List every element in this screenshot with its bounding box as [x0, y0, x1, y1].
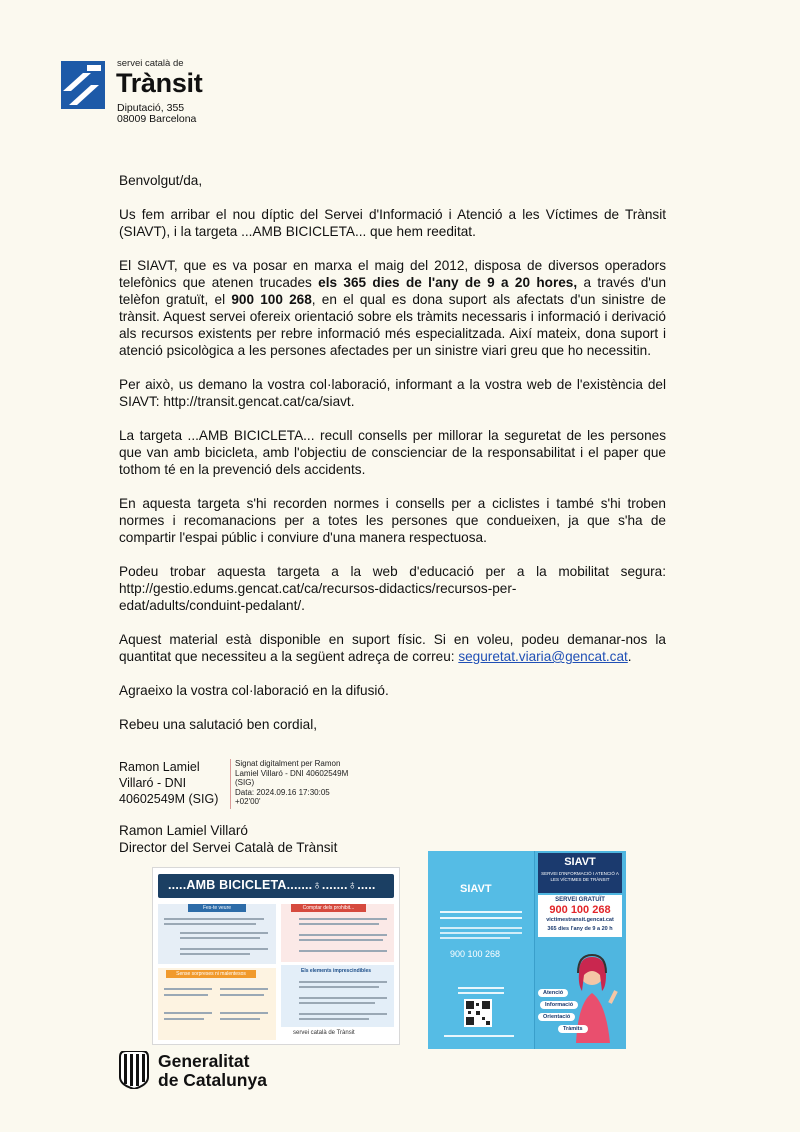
- signature-detail: (SIG): [235, 778, 255, 788]
- closing-title: Director del Servei Català de Trànsit: [119, 840, 338, 855]
- letter-body: [119, 172, 666, 733]
- paragraph: En aquesta targeta s'hi recorden normes i consells per a ciclistes i també s'hi troben normes i recomanacions per a totes les persones que condueixen, ja que s'ha de compartir l'espai públic i conviure d'una manera respectuosa.: [119, 496, 666, 545]
- signature-detail: Lamiel Villaró - DNI 40602549M: [235, 768, 349, 778]
- section-label: Sense sorpreses ni malentesos: [166, 970, 256, 978]
- paragraph: [119, 563, 666, 614]
- card-header: [158, 874, 394, 898]
- card-footer: servei català de Trànsit: [293, 1030, 355, 1036]
- wordmark-line: de Catalunya: [158, 1070, 267, 1090]
- generalitat-wordmark: [158, 1052, 267, 1090]
- signature-detail: +02'00': [235, 797, 261, 807]
- leaflet-subtitle: SERVEI D'INFORMACIÓ I ATENCIÓ A LES VÍCTIMES DE TRÀNSIT: [541, 871, 619, 882]
- leaflet-header: [538, 853, 622, 893]
- signature-detail: Data: 2024.09.16 17:30:05: [235, 787, 330, 797]
- address-line: 08009 Barcelona: [117, 113, 197, 125]
- card-section-prohibited: [281, 904, 394, 962]
- salutation: Rebeu una salutació ben cordial,: [119, 717, 317, 732]
- leaflet-contact-box: [538, 895, 622, 937]
- signer-line: Ramon Lamiel: [119, 760, 200, 774]
- closing-name: Ramon Lamiel Villaró: [119, 823, 248, 838]
- text: .: [627, 649, 632, 664]
- greeting: Benvolgut/da,: [119, 173, 203, 188]
- transit-logo-icon: [61, 61, 105, 109]
- signer-line: 40602549M (SIG): [119, 792, 219, 806]
- paragraph: La targeta ...AMB BICICLETA... recull consells per millorar la seguretat de les persones que van amb bicicleta, amb l'objectiu de conscienciar de la responsabilitat i el paper que tothom té en la prevenció dels accidents.: [119, 428, 666, 477]
- leaflet-title: SIAVT: [564, 856, 596, 868]
- signature-details: [235, 759, 415, 807]
- leaflet-back-panel: [428, 851, 535, 1049]
- digital-signature: [119, 759, 419, 814]
- bubble-orientation: Orientació: [538, 1013, 575, 1021]
- wordmark-line: Generalitat: [158, 1051, 250, 1071]
- paragraph: Agraeixo la vostra col·laboració en la difusió.: [119, 683, 389, 698]
- bubble-information: Informació: [540, 1001, 578, 1009]
- hours-highlight: els 365 dies de l'any de 9 a 20 hores,: [318, 275, 578, 290]
- signature-detail: Signat digitalment per Ramon: [235, 759, 341, 768]
- card-section-visibility: [158, 904, 276, 964]
- leaflet-hotline: 900 100 268: [549, 904, 611, 916]
- leaflet-hours: 365 dies l'any de 9 a 20 h: [547, 926, 613, 932]
- qr-code-icon: [464, 999, 492, 1027]
- siavt-leaflet-image: [428, 851, 626, 1049]
- paragraph: Per això, us demano la vostra col·laboració, informant a la vostra web de l'existència del SIAVT: http://transit.gencat.cat/ca/siavt.: [119, 377, 666, 409]
- paragraph: [119, 631, 666, 665]
- phone-highlight: 900 100 268: [231, 292, 312, 307]
- sender-address: [117, 103, 196, 125]
- url: http://gestio.edums.gencat.cat/ca/recursos-didactics/recursos-per-: [119, 581, 517, 596]
- text: a través d'un telèfon gratuït, el: [119, 275, 667, 307]
- text: Aquest material està disponible en suport físic. Si en voleu, podeu demanar-nos la quantitat que necessiteu a la següent adreça de correu:: [119, 632, 666, 664]
- signer-name: [119, 759, 234, 807]
- paragraph: [119, 257, 666, 359]
- section-label: Comptar dels prohibit...: [291, 904, 366, 912]
- card-section-essentials: [281, 965, 394, 1027]
- card-title: .....AMB BICICLETA.......♁.......♁.....: [168, 878, 376, 892]
- paragraph: Us fem arribar el nou díptic del Servei d'Informació i Atenció a les Víctimes de Trànsit (SIAVT), i la targeta ...AMB BICICLETA... que hem reeditat.: [119, 207, 666, 239]
- signature-divider: [230, 759, 231, 809]
- bubble-procedures: Tràmits: [558, 1025, 588, 1033]
- leaflet-url: victimestransit.gencat.cat: [546, 917, 614, 923]
- leaflet-phone: 900 100 268: [450, 949, 501, 959]
- signer-line: Villaró - DNI: [119, 776, 187, 790]
- section-label: Els elements imprescindibles: [300, 968, 372, 974]
- generalitat-shield-icon: [118, 1051, 150, 1089]
- url: edat/adults/conduint-pedalant/.: [119, 598, 305, 613]
- logo-subtitle: servei català de: [117, 58, 184, 69]
- address-line: Diputació, 355: [117, 102, 185, 114]
- bicicleta-card-image: [152, 867, 400, 1045]
- section-label: Fes-te veure: [188, 904, 246, 912]
- bubble-attention: Atenció: [538, 989, 568, 997]
- logo-title: Trànsit: [116, 68, 203, 98]
- email-link[interactable]: seguretat.viaria@gencat.cat: [458, 649, 628, 664]
- card-section-no-surprises: [158, 968, 276, 1040]
- text: , en el qual es dona suport als afectats d'un sinistre de trànsit. Aquest servei ofereix orientació sobre els tràmits necessaris i informació i derivació als recursos existents per rebre informació més especialitzada. Així mateix, dona suport i atenció psicològica a les persones afectades per un sinistre viari greu que ho necessitin.: [119, 292, 666, 358]
- siavt-logo: SIAVT: [460, 883, 492, 895]
- free-service-label: SERVEI GRATUÏT: [555, 897, 605, 903]
- text: El SIAVT, que es va posar en marxa el maig del 2012, disposa de diversos operadors telefònics que atenen trucades: [119, 258, 666, 290]
- text: Podeu trobar aquesta targeta a la web d'educació per a la mobilitat segura:: [119, 564, 666, 579]
- closing-block: [119, 822, 337, 856]
